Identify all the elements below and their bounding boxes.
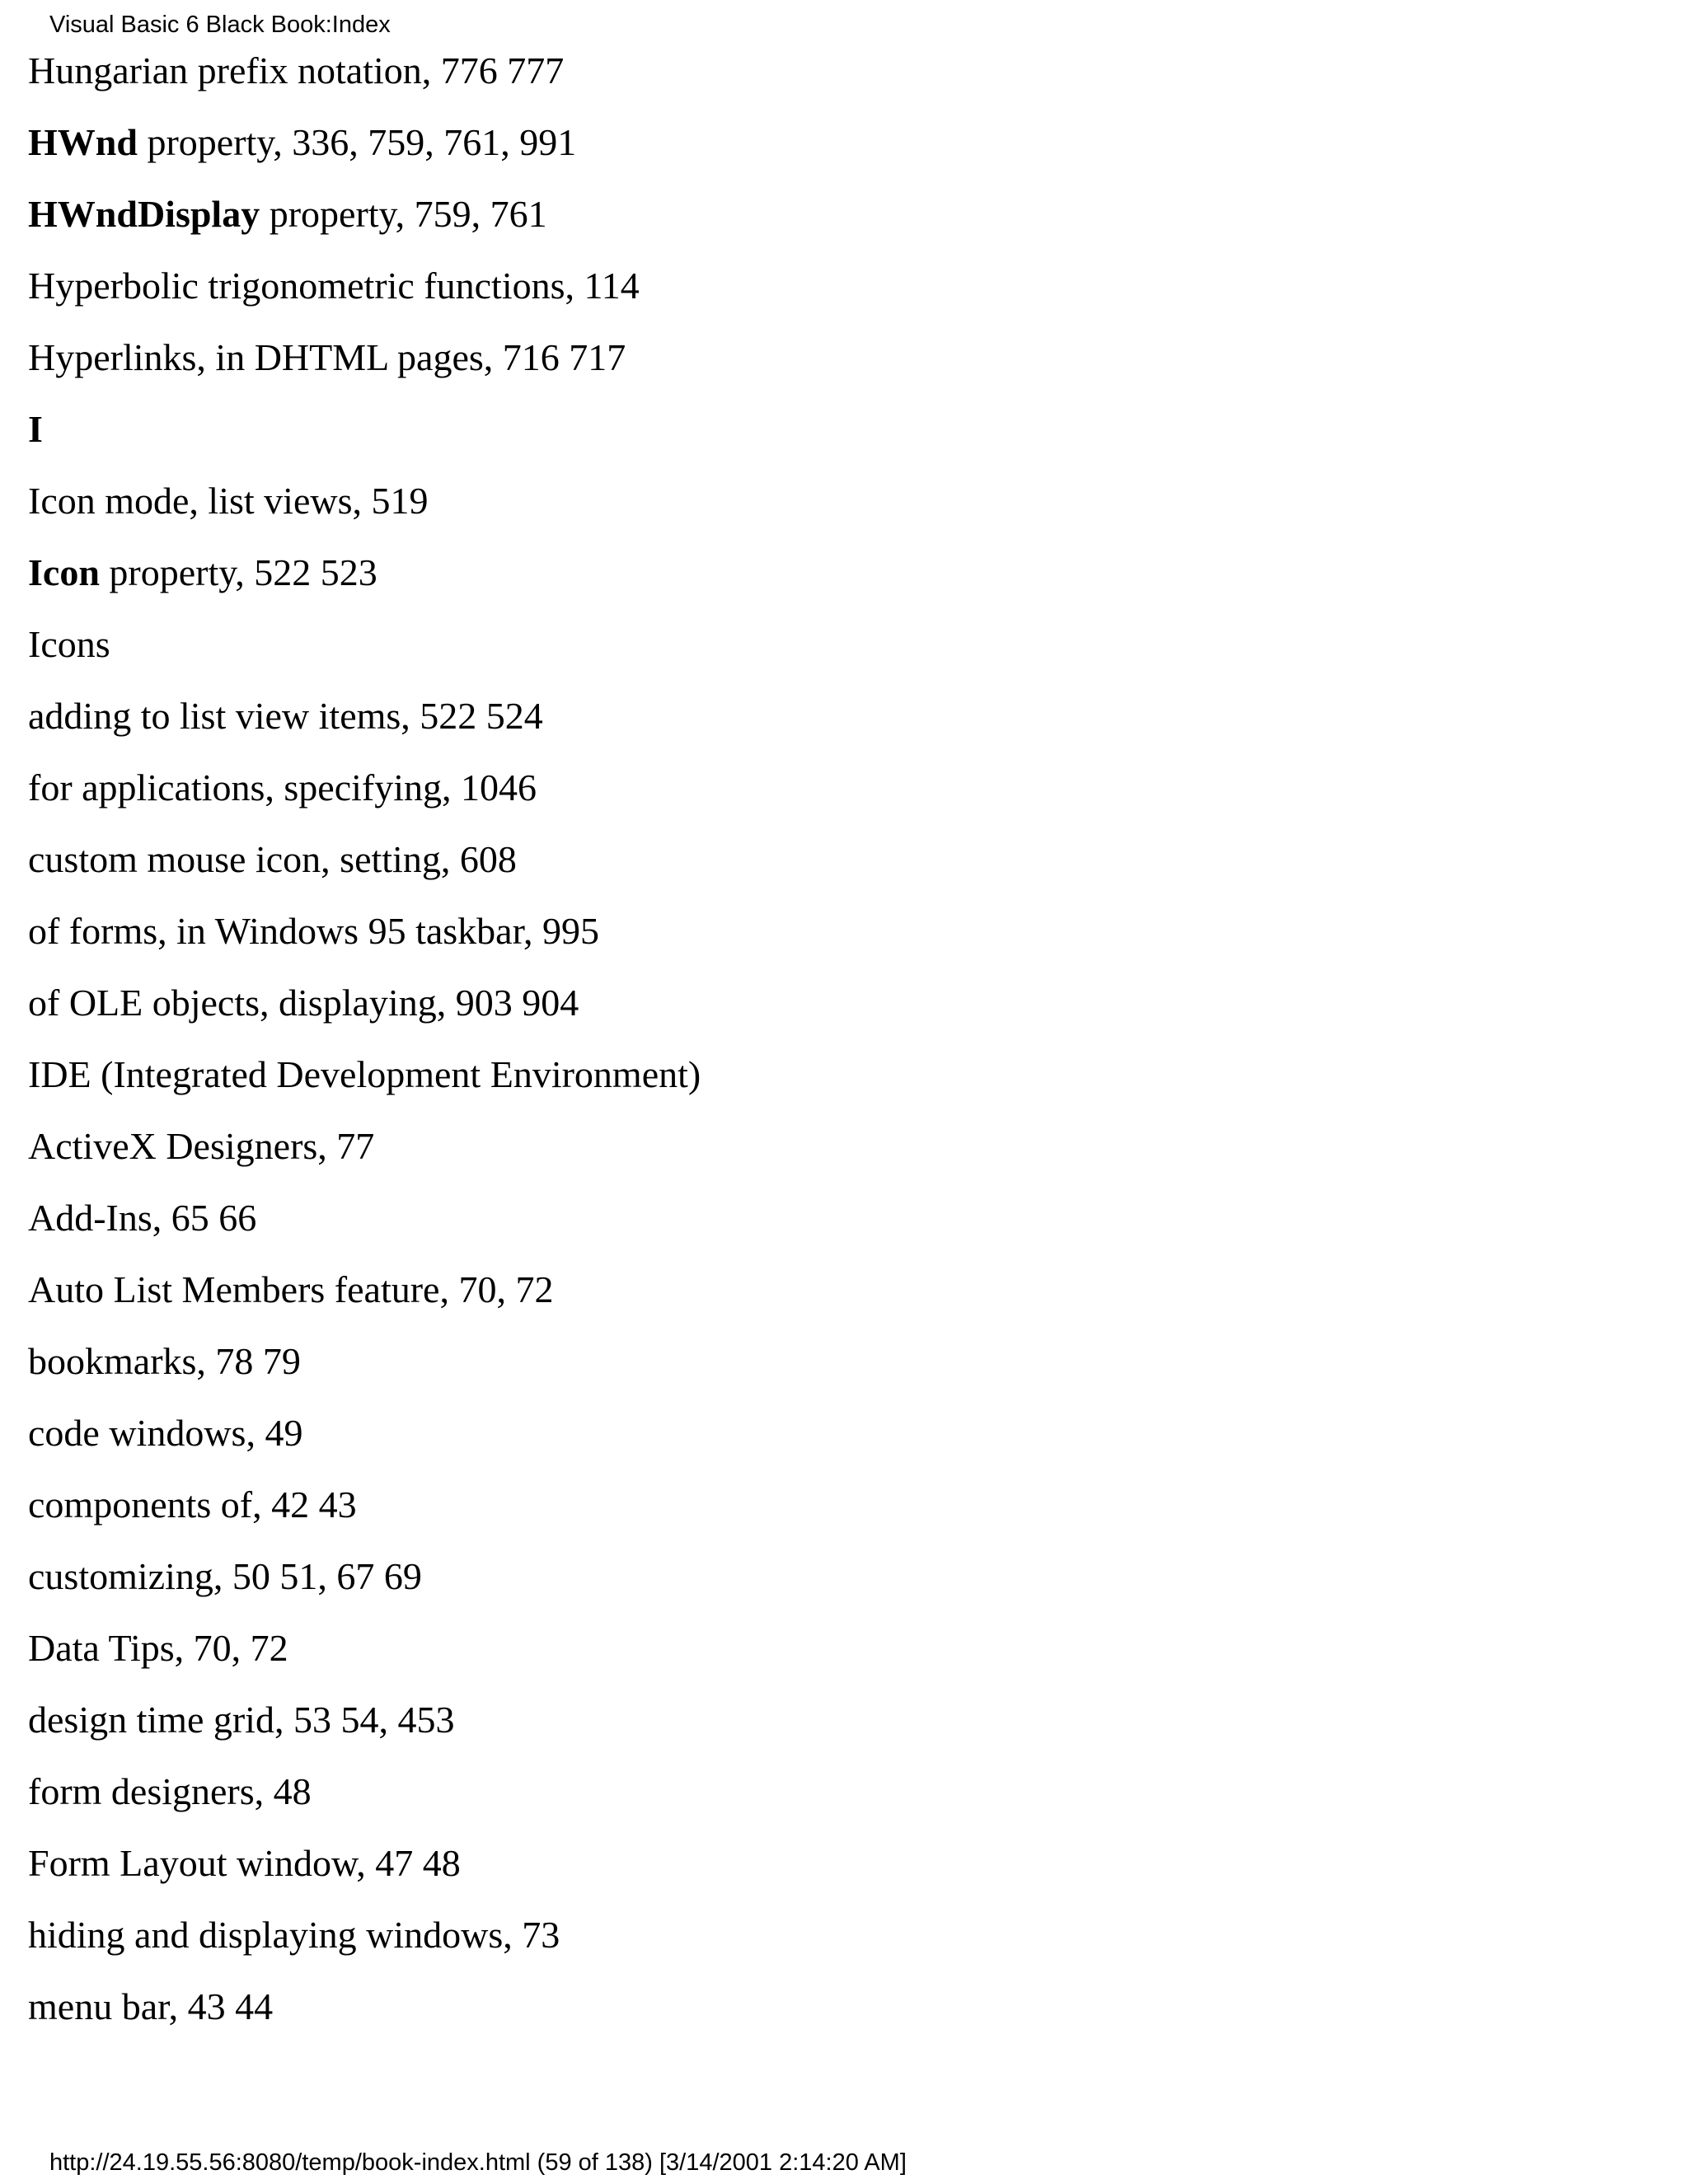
index-entry [28, 1483, 701, 1555]
index-entry [28, 265, 701, 336]
entry-text: IDE (Integrated Development Environment) [28, 1053, 701, 1095]
entry-text: menu bar, 43 44 [28, 1985, 274, 2027]
entry-text: bookmarks, 78 79 [28, 1340, 301, 1382]
entry-text: Hyperbolic trigonometric functions, 114 [28, 265, 640, 307]
index-list [28, 49, 701, 2057]
index-entry [28, 838, 701, 910]
entry-text: property, 522 523 [99, 551, 377, 593]
page-header: Visual Basic 6 Black Book:Index [49, 12, 391, 38]
index-entry [28, 1125, 701, 1197]
index-entry [28, 623, 701, 695]
entry-text: customizing, 50 51, 67 69 [28, 1555, 422, 1597]
entry-text: for applications, specifying, 1046 [28, 766, 537, 808]
index-entry [28, 49, 701, 121]
index-entry [28, 1340, 701, 1412]
index-entry [28, 336, 701, 408]
index-entry [28, 1412, 701, 1483]
entry-term: HWndDisplay [28, 193, 260, 235]
index-entry [28, 1268, 701, 1340]
index-entry [28, 193, 701, 265]
index-entry [28, 121, 701, 193]
entry-text: Hyperlinks, in DHTML pages, 716 717 [28, 336, 626, 378]
entry-text: Icons [28, 623, 110, 665]
index-entry [28, 551, 701, 623]
entry-text: code windows, 49 [28, 1412, 303, 1454]
section-letter: I [28, 408, 43, 450]
index-entry [28, 480, 701, 551]
page-footer: http://24.19.55.56:8080/temp/book-index.html (59 of 138) [3/14/2001 2:14:20 AM] [49, 2149, 907, 2176]
entry-text: hiding and displaying windows, 73 [28, 1914, 560, 1956]
entry-text: Add-Ins, 65 66 [28, 1197, 257, 1239]
index-entry [28, 1985, 701, 2057]
entry-text: Form Layout window, 47 48 [28, 1842, 461, 1884]
index-entry [28, 1197, 701, 1268]
entry-text: components of, 42 43 [28, 1483, 357, 1526]
entry-text: custom mouse icon, setting, 608 [28, 838, 517, 880]
index-section-letter [28, 408, 701, 480]
entry-text: ActiveX Designers, 77 [28, 1125, 375, 1167]
index-entry [28, 1053, 701, 1125]
index-entry [28, 695, 701, 766]
entry-text: property, 336, 759, 761, 991 [137, 121, 577, 163]
index-entry [28, 1842, 701, 1914]
entry-text: Data Tips, 70, 72 [28, 1627, 288, 1669]
index-entry [28, 766, 701, 838]
index-entry [28, 1627, 701, 1699]
entry-text: Auto List Members feature, 70, 72 [28, 1268, 554, 1310]
index-entry [28, 1914, 701, 1985]
index-entry [28, 1770, 701, 1842]
entry-text: of forms, in Windows 95 taskbar, 995 [28, 910, 600, 952]
index-entry [28, 910, 701, 982]
entry-text: adding to list view items, 522 524 [28, 695, 543, 737]
entry-text: form designers, 48 [28, 1770, 312, 1812]
entry-text: design time grid, 53 54, 453 [28, 1699, 455, 1741]
entry-text: of OLE objects, displaying, 903 904 [28, 982, 579, 1024]
entry-term: Icon [28, 551, 100, 593]
index-entry [28, 1555, 701, 1627]
index-entry [28, 1699, 701, 1770]
entry-text: property, 759, 761 [260, 193, 547, 235]
index-entry [28, 982, 701, 1053]
entry-text: Hungarian prefix notation, 776 777 [28, 49, 565, 91]
entry-term: HWnd [28, 121, 138, 163]
entry-text: Icon mode, list views, 519 [28, 480, 429, 522]
